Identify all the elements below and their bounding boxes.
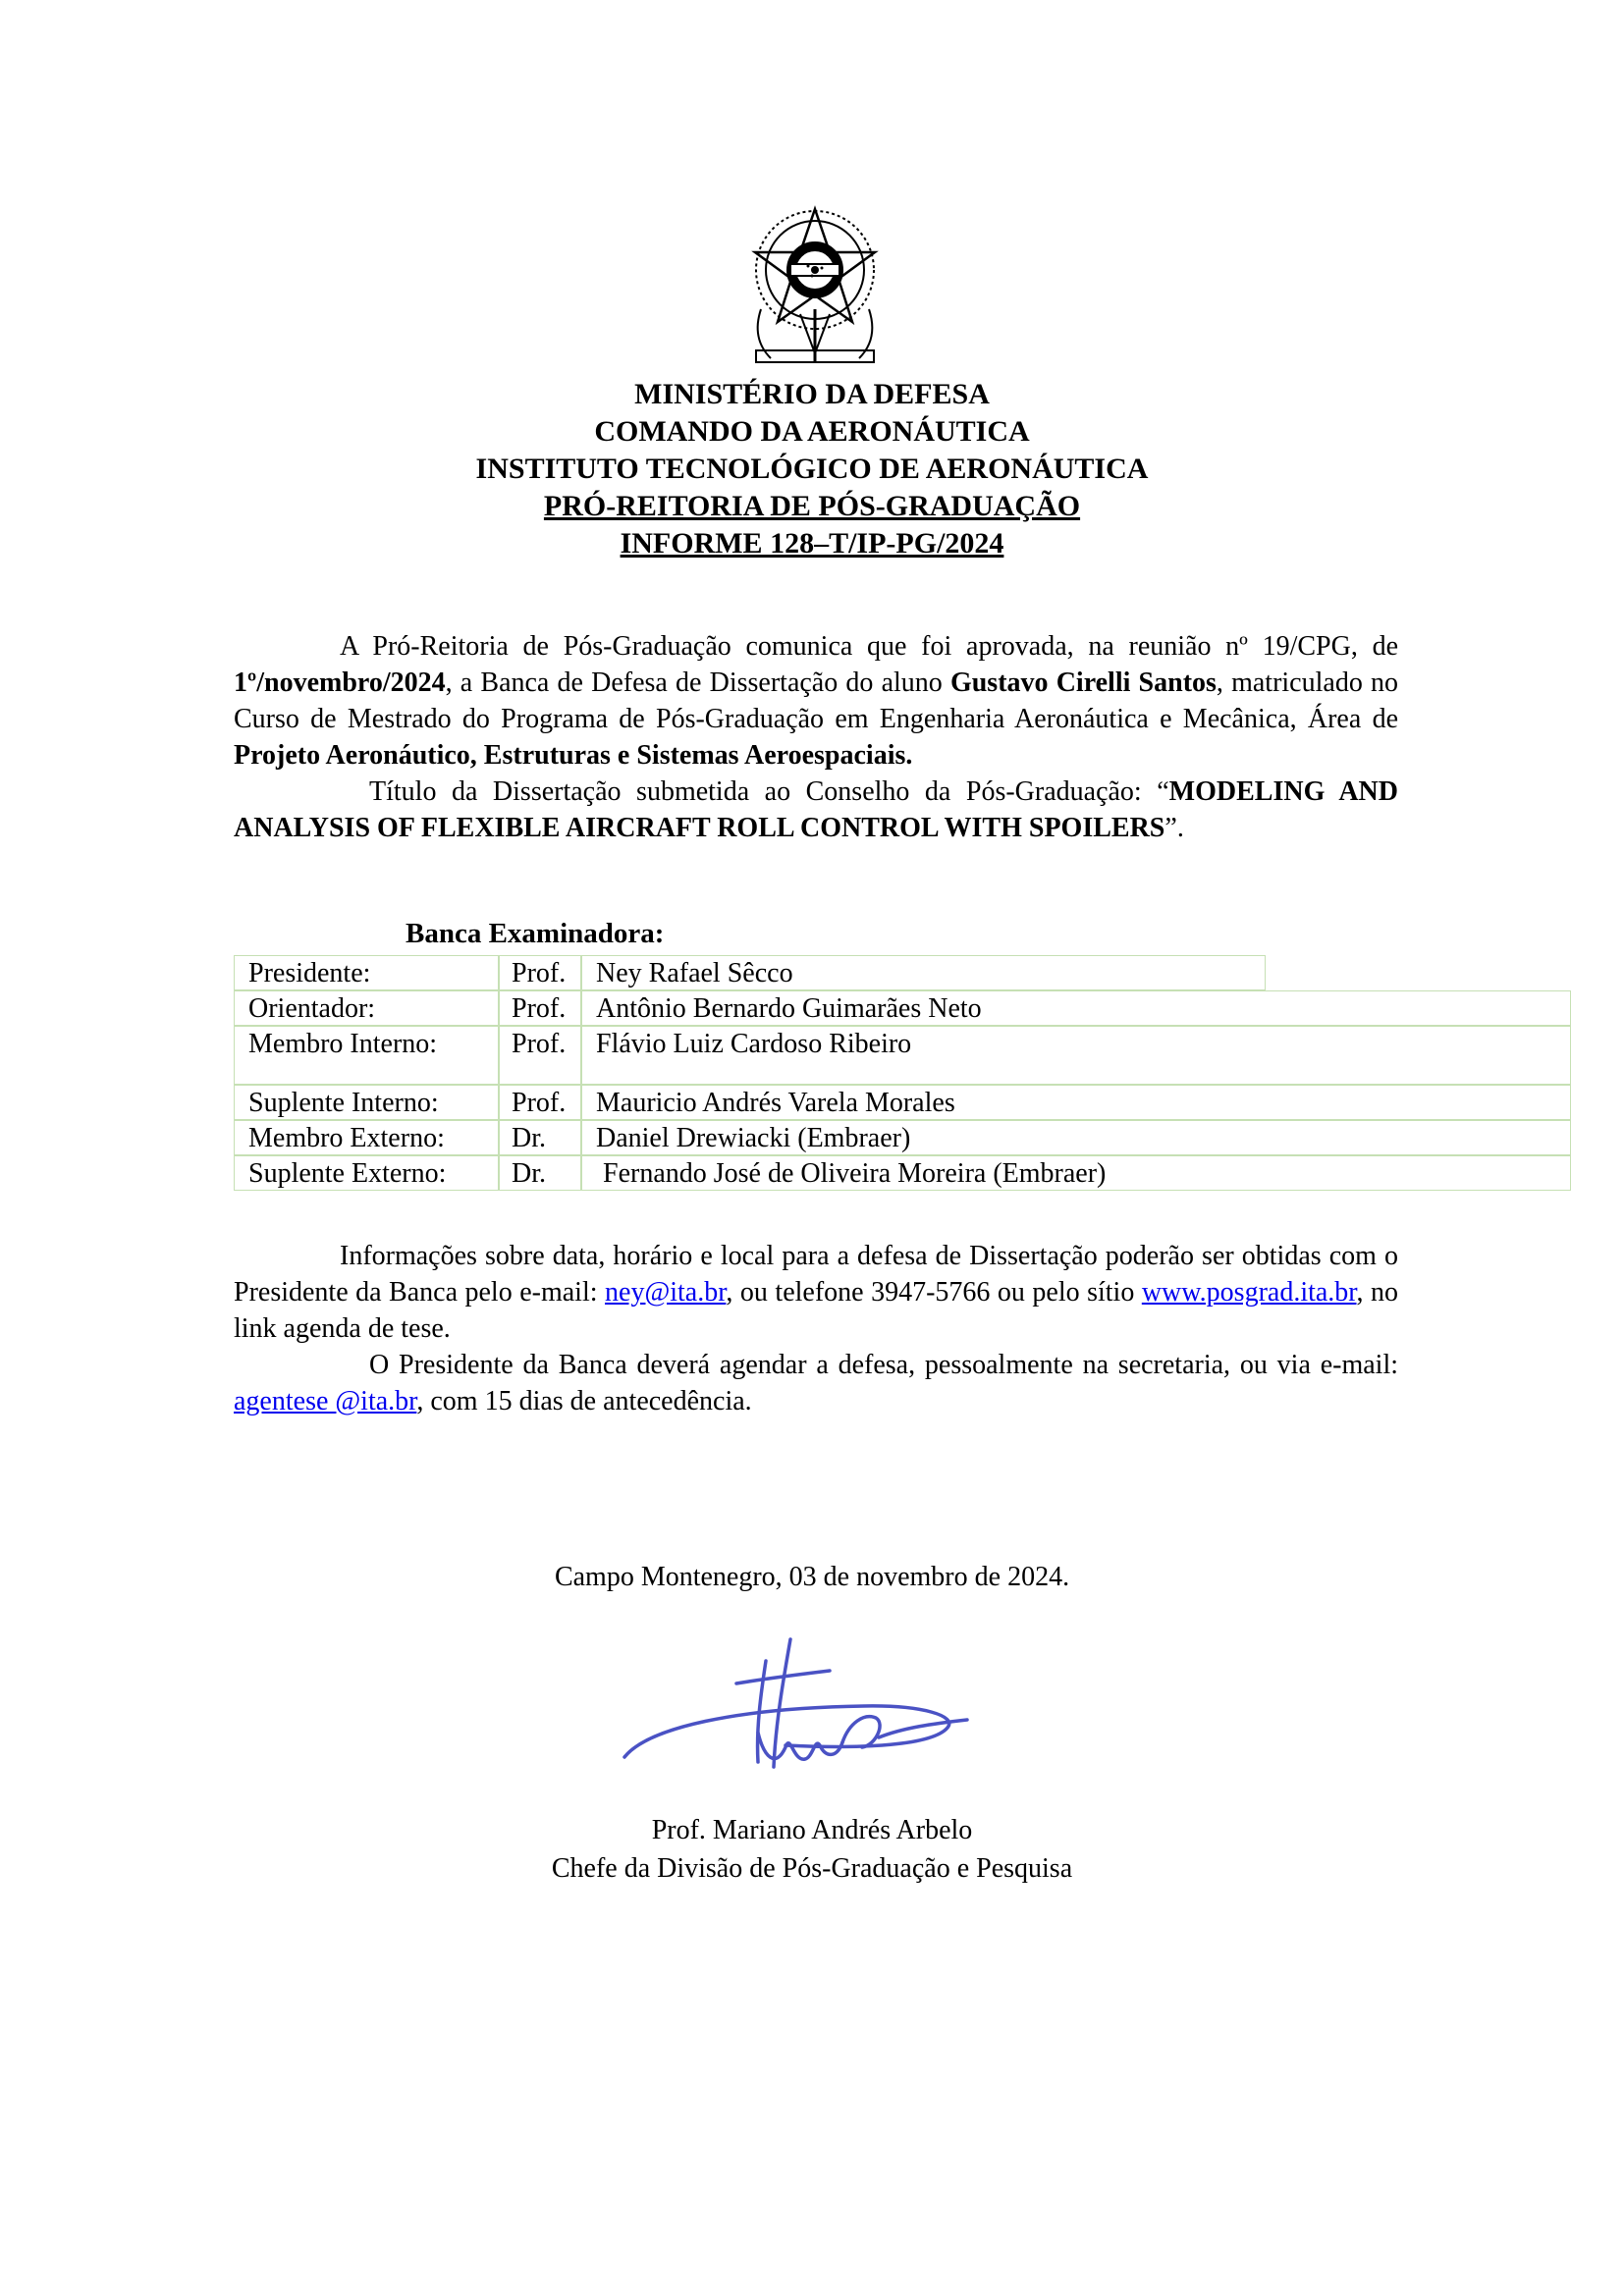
signer-role: Chefe da Divisão de Pós-Graduação e Pesquisa xyxy=(551,1853,1073,1884)
role-cell: Orientador: xyxy=(234,990,499,1026)
signer-name: Prof. Mariano Andrés Arbelo xyxy=(651,1815,973,1845)
header-informe-number: INFORME 128–T/IP-PG/2024 xyxy=(620,527,1004,560)
president-email-link[interactable]: ney@ita.br xyxy=(605,1277,727,1308)
name-cell: Antônio Bernardo Guimarães Neto xyxy=(581,990,1571,1026)
title-cell: Prof. xyxy=(499,1026,581,1085)
scheduling-paragraph: O Presidente da Banca deverá agendar a defesa, pessoalmente na secretaria, ou via e-mail: agentese @ita.br, com 15 dias de antecedência. xyxy=(234,1350,1398,1416)
title-cell: Prof. xyxy=(499,1085,581,1120)
role-cell: Membro Interno: xyxy=(234,1026,499,1085)
header-institute: INSTITUTO TECNOLÓGICO DE AERONÁUTICA xyxy=(475,453,1149,485)
role-cell: Suplente Externo: xyxy=(234,1155,499,1191)
banca-title: Banca Examinadora: xyxy=(406,918,665,949)
coat-of-arms-emblem xyxy=(731,191,898,373)
name-cell: Fernando José de Oliveira Moreira (Embraer) xyxy=(581,1155,1571,1191)
handwritten-signature xyxy=(619,1629,1011,1791)
title-cell: Dr. xyxy=(499,1155,581,1191)
name-cell: Flávio Luiz Cardoso Ribeiro xyxy=(581,1026,1571,1085)
info-section xyxy=(234,1238,1398,1419)
research-area: Projeto Aeronáutico, Estruturas e Sistemas Aeroespaciais. xyxy=(234,740,913,771)
posgrad-site-link[interactable]: www.posgrad.ita.br xyxy=(1141,1277,1357,1308)
thesis-title-paragraph: Título da Dissertação submetida ao Conselho da Pós-Graduação: “MODELING AND ANALYSIS OF FLEXIBLE AIRCRAFT ROLL CONTROL WITH SPOILERS”. xyxy=(234,776,1398,843)
thesis-title: MODELING AND ANALYSIS OF FLEXIBLE AIRCRAFT ROLL CONTROL WITH SPOILERS xyxy=(234,776,1398,843)
place-date: Campo Montenegro, 03 de novembro de 2024. xyxy=(554,1562,1070,1592)
agentese-email-link[interactable]: agentese @ita.br xyxy=(234,1386,417,1416)
name-cell: Daniel Drewiacki (Embraer) xyxy=(581,1120,1571,1155)
title-cell: Prof. xyxy=(499,990,581,1026)
student-name: Gustavo Cirelli Santos xyxy=(949,667,1217,698)
approval-paragraph: A Pró-Reitoria de Pós-Graduação comunica que foi aprovada, na reunião nº 19/CPG, de 1º/novembro/2024, a Banca de Defesa de Dissertação do aluno Gustavo Cirelli Santos, matriculado no Curso de Mestrado do Programa de Pós-Graduação em Engenharia Aeronáutica e Mecânica, Área de Projeto Aeronáutico, Estruturas e Sistemas Aeroespaciais. xyxy=(234,631,1398,771)
title-cell: Prof. xyxy=(499,955,581,990)
name-cell: Mauricio Andrés Varela Morales xyxy=(581,1085,1571,1120)
title-cell: Dr. xyxy=(499,1120,581,1155)
approval-date: 1º/novembro/2024 xyxy=(234,667,446,698)
contact-paragraph: Informações sobre data, horário e local para a defesa de Dissertação poderão ser obtidas com o Presidente da Banca pelo e-mail: ney@ita.br, ou telefone 3947-5766 ou pelo sítio www.posgrad.ita.br, no link agenda de tese. xyxy=(234,1241,1399,1344)
role-cell: Suplente Interno: xyxy=(234,1085,499,1120)
header-pro-reitoria: PRÓ-REITORIA DE PÓS-GRADUAÇÃO xyxy=(543,490,1081,522)
header-ministry: MINISTÉRIO DA DEFESA xyxy=(634,378,990,410)
name-cell: Ney Rafael Sêcco xyxy=(581,955,1266,990)
role-cell: Membro Externo: xyxy=(234,1120,499,1155)
intro-section xyxy=(234,628,1398,846)
header-command: COMANDO DA AERONÁUTICA xyxy=(594,415,1030,448)
role-cell: Presidente: xyxy=(234,955,499,990)
